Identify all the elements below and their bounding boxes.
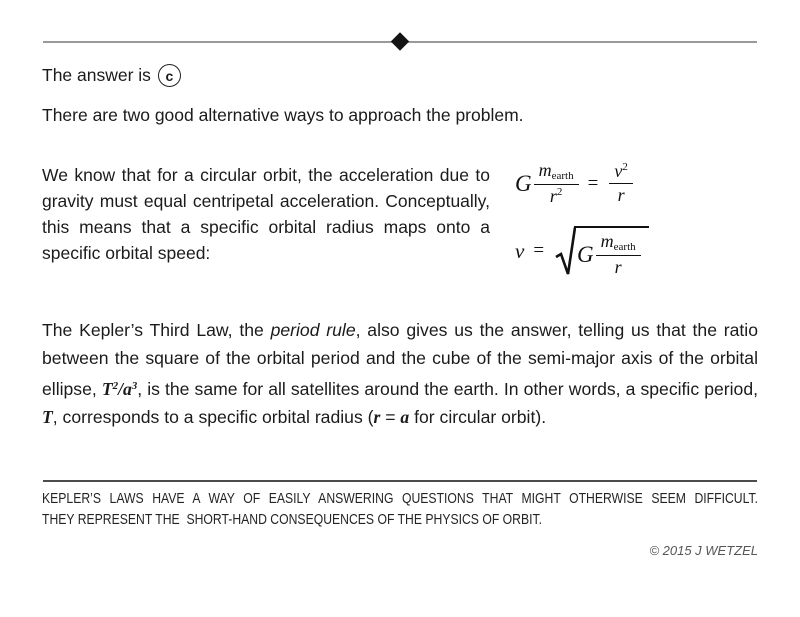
eq1-lhs-denominator — [550, 185, 563, 208]
eq2-v: v — [515, 238, 525, 263]
eq2-radicand — [574, 226, 649, 279]
eq2-denominator: r — [614, 256, 622, 277]
radical-sign-icon — [555, 224, 576, 278]
eq1-m-subscript: earth — [551, 170, 574, 182]
eq1-m: m — [538, 160, 552, 180]
answer-line — [42, 64, 758, 87]
kepler-T-var: T — [101, 378, 113, 399]
kepler-seg3: , is the same for all satellites around the earth. In other words, a specific period, — [137, 378, 758, 399]
top-divider — [43, 41, 757, 43]
equations-block — [515, 160, 740, 279]
kepler-seg6: for circular orbit). — [409, 406, 547, 427]
eq2-m-subscript: earth — [613, 240, 636, 253]
eq1-rhs-fraction — [609, 161, 633, 207]
kepler-T2-var: T — [42, 406, 53, 427]
eq2-fraction — [596, 231, 641, 279]
eq1-G: G — [515, 170, 532, 196]
bottom-divider — [43, 480, 757, 482]
kepler-paragraph — [42, 316, 758, 431]
kepler-slash: / — [118, 378, 123, 399]
kepler-seg1: The Kepler’s Third Law, the — [42, 319, 271, 340]
intro-paragraph: There are two good alternative ways to approach the problem. — [42, 105, 524, 125]
footer-caption-line1: KEPLER’S LAWS HAVE A WAY OF EASILY ANSWERING QUESTIONS THAT MIGHT OTHERWISE SEEM DIFFICULT. — [42, 489, 758, 507]
circular-orbit-paragraph: We know that for a circular orbit, the acceleration due to gravity must equal centripetal acceleration. Conceptually, this means that a specific orbital radius maps onto a specific orbital speed: — [42, 165, 490, 263]
kepler-a2-var: a — [400, 406, 410, 427]
kepler-a-exponent: 3 — [131, 379, 138, 392]
equation-gravity-centripetal — [515, 160, 633, 208]
footer-caption-text — [42, 488, 758, 530]
kepler-seg2: , also gives us the answer, telling us that the ratio between the square of the orbital period and the cube of the semi-major axis of the orbital ellipse, — [42, 319, 758, 399]
equation-orbital-speed — [515, 224, 649, 279]
kepler-r-var: r — [373, 406, 381, 427]
footer-caption-line2: THEY REPRESENT THE SHORT-HAND CONSEQUENCES OF THE PHYSICS OF ORBIT. — [42, 510, 543, 528]
eq2-numerator — [596, 231, 641, 256]
kepler-T-exponent: 2 — [112, 379, 119, 392]
answer-prefix: The answer is — [42, 65, 151, 85]
answer-choice-badge — [158, 64, 181, 87]
eq1-v-exponent: 2 — [622, 160, 628, 173]
diamond-icon — [391, 32, 409, 50]
eq1-rhs-denominator: r — [617, 185, 625, 206]
eq1-r: r — [549, 186, 557, 207]
kepler-seg4: , corresponds to a specific orbital radius ( — [52, 406, 374, 427]
eq2-G: G — [577, 241, 594, 267]
kepler-seg5: = — [380, 406, 401, 427]
eq2-square-root — [555, 224, 649, 279]
answer-choice-letter: c — [165, 67, 174, 84]
kepler-period-rule: period rule — [270, 319, 356, 340]
eq1-v: v — [614, 160, 623, 181]
eq2-m: m — [600, 230, 614, 251]
eq2-equals-sign: = — [533, 240, 545, 262]
eq1-lhs-fraction — [534, 160, 579, 208]
eq1-r-exponent: 2 — [556, 186, 563, 199]
footer-caption — [42, 488, 758, 530]
kepler-a-var: a — [122, 378, 132, 399]
circular-orbit-section — [42, 162, 758, 279]
eq1-lhs-numerator — [534, 160, 579, 185]
eq1-equals-sign: = — [587, 172, 599, 194]
eq1-rhs-numerator — [609, 161, 633, 185]
copyright-notice: © 2015 J WETZEL — [649, 542, 758, 558]
